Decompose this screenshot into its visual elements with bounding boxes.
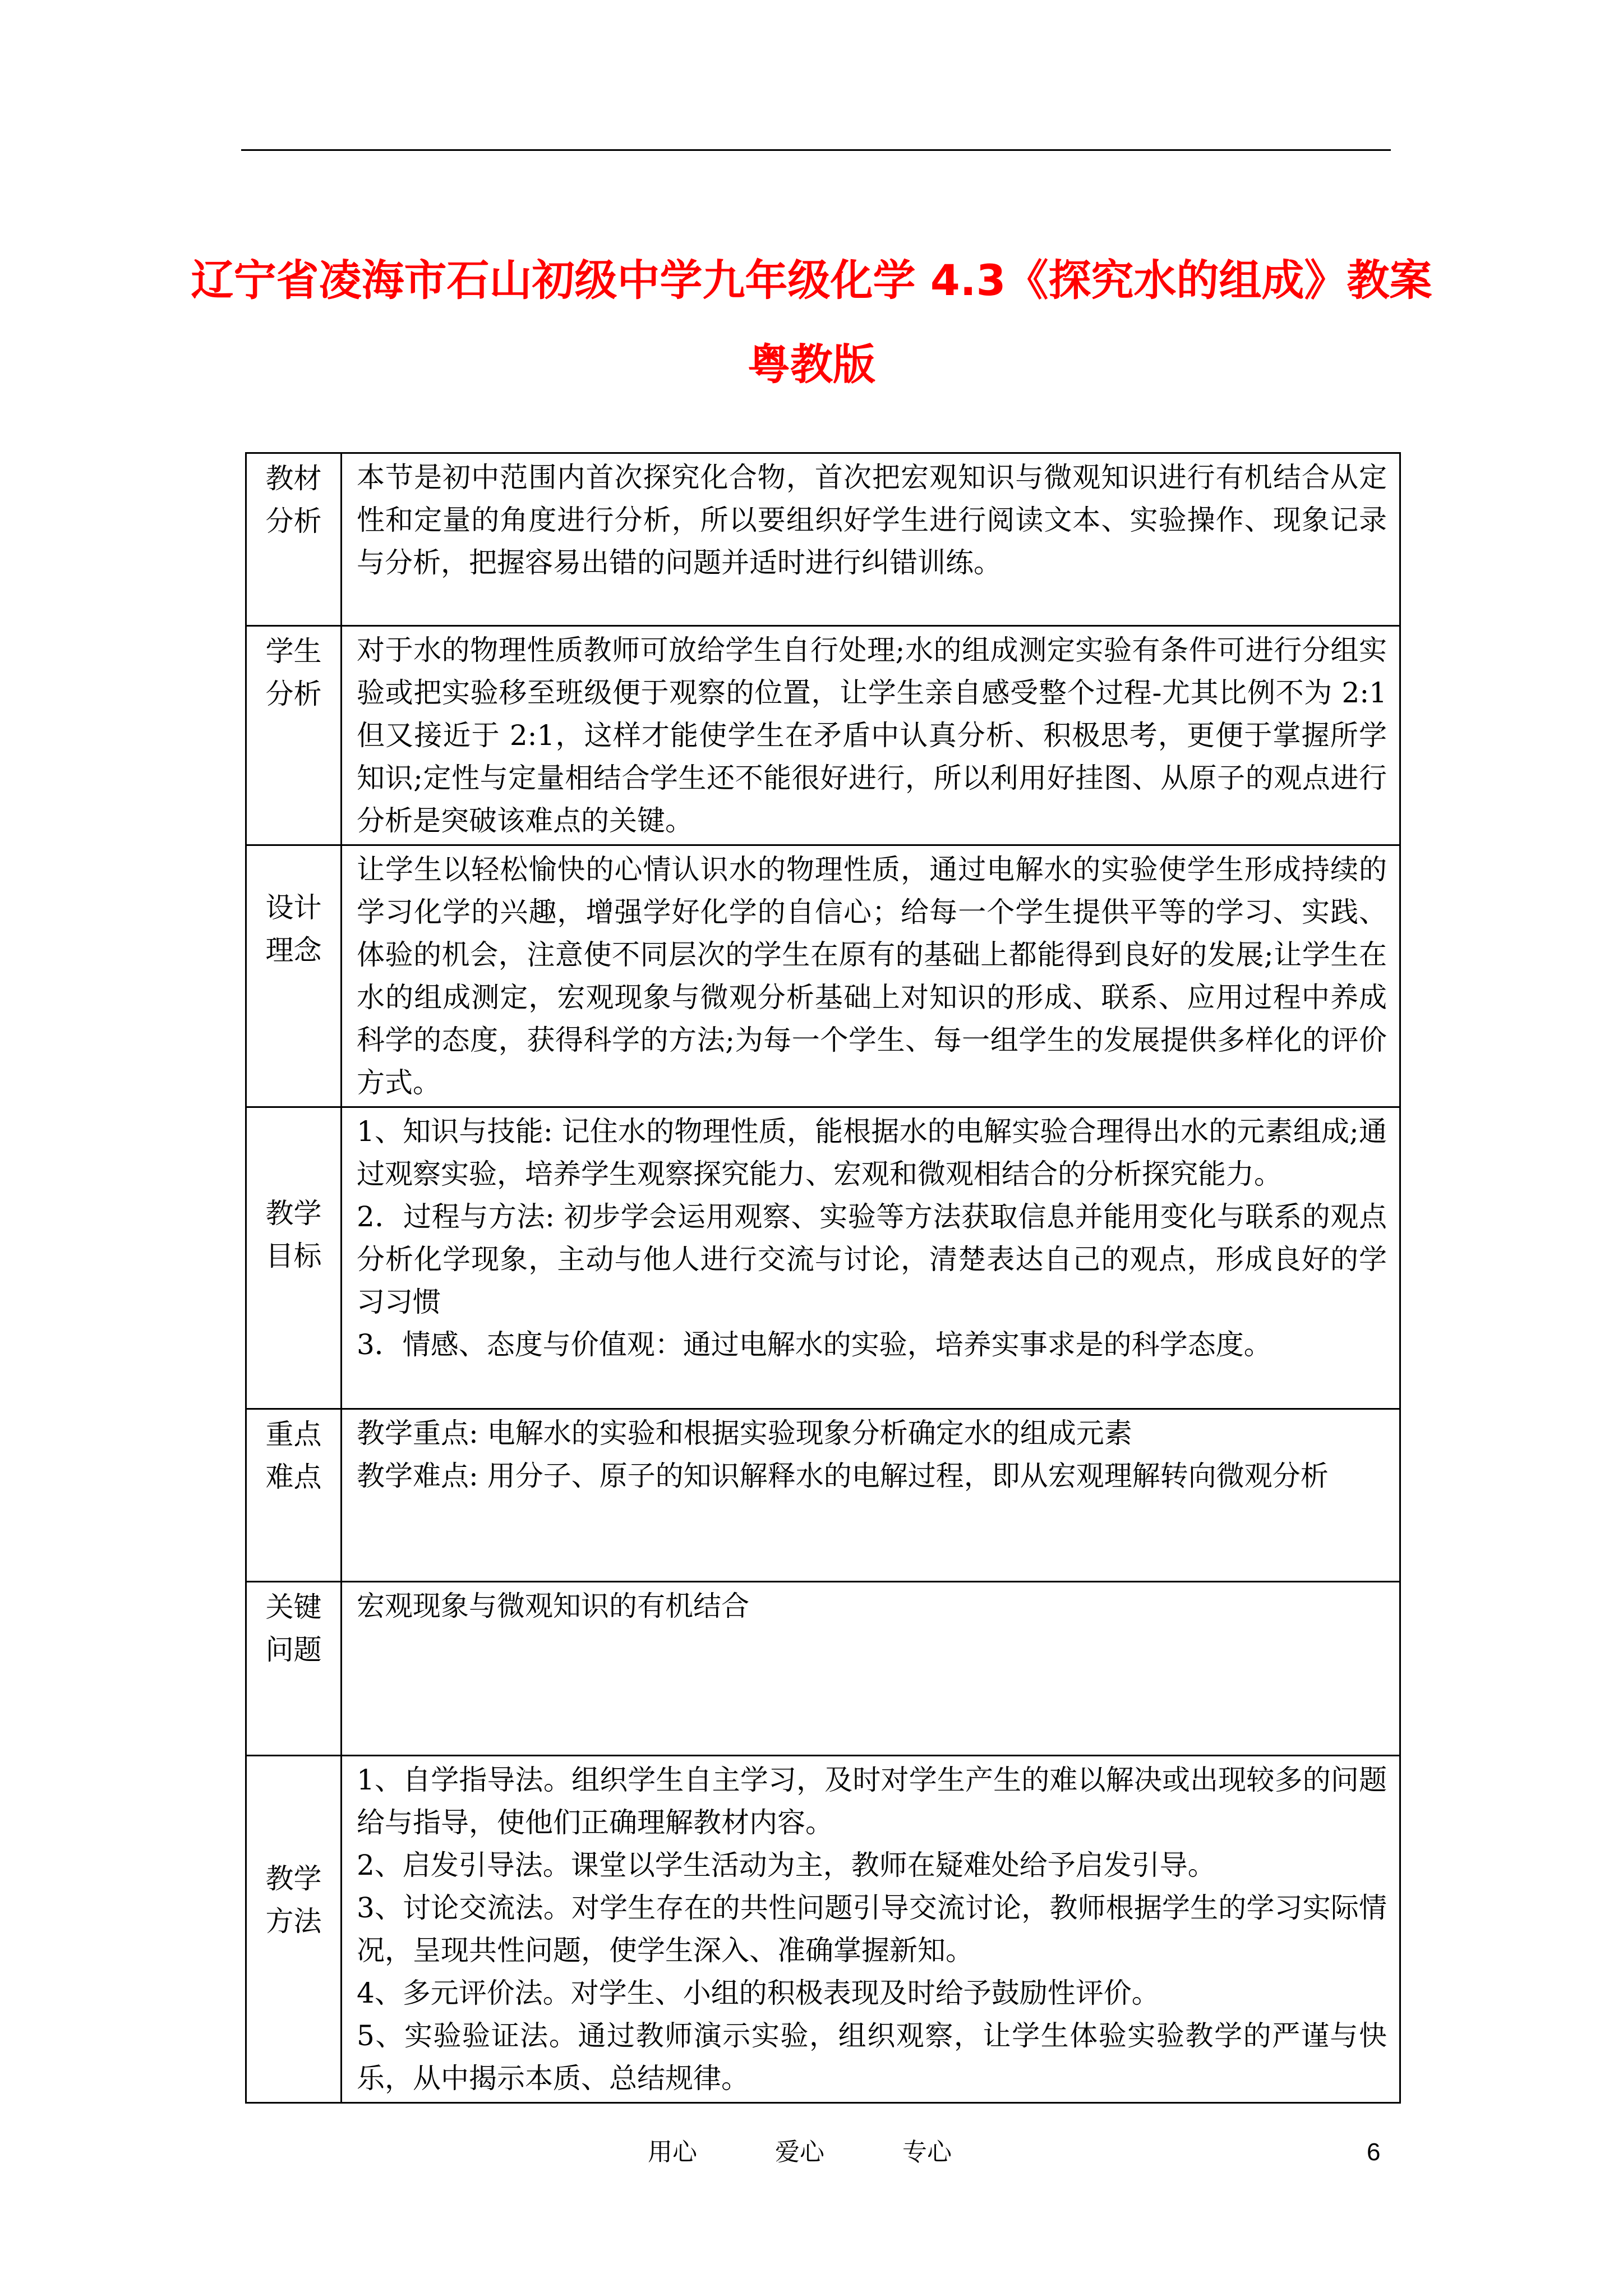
row-label-cell (246, 453, 342, 626)
row-label: 设计理念 (265, 891, 322, 967)
content-paragraph: 4、多元评价法。对学生、小组的积极表现及时给予鼓励性评价。 (357, 1977, 1160, 2009)
content-paragraph: 2．过程与方法: 初步学会运用观察、实验等方法获取信息并能用变化与联系的观点分析化学现象，主动与他人进行交流与讨论，清楚表达自己的观点，形成良好的学习习惯 (357, 1200, 1387, 1318)
row-label: 重点难点 (265, 1418, 322, 1493)
row-label: 关键问题 (265, 1591, 322, 1666)
table-row (246, 1582, 1400, 1756)
content-paragraph: 2、启发引导法。课堂以学生活动为主，教师在疑难处给予启发引导。 (357, 1849, 1216, 1881)
content-paragraph: 让学生以轻松愉快的心情认识水的物理性质，通过电解水的实验使学生形成持续的学习化学的兴趣，增强学好化学的自信心；给每一个学生提供平等的学习、实践、体验的机会，注意使不同层次的学生在原有的基础上都能得到良好的发展;让学生在水的组成测定，宏观现象与微观分析基础上对知识的形成、联系、应用过程中养成科学的态度，获得科学的方法;为每一个学生、每一组学生的发展提供多样化的评价方式。 (357, 853, 1387, 1099)
table-row (246, 1409, 1400, 1582)
content-paragraph: 5、实验验证法。通过教师演示实验，组织观察，让学生体验实验教学的严谨与快乐，从中揭示本质、总结规律。 (357, 2019, 1387, 2095)
table-row (246, 1756, 1400, 2103)
row-label: 教学目标 (265, 1197, 322, 1272)
content-paragraph: 教学难点: 用分子、原子的知识解释水的电解过程，即从宏观理解转向微观分析 (357, 1460, 1329, 1492)
row-label-cell (246, 1756, 342, 2103)
row-content-cell (342, 1582, 1400, 1756)
row-label-cell (246, 626, 342, 845)
table-row (246, 626, 1400, 845)
document-title: 辽宁省凌海市石山初级中学九年级化学 4.3《探究水的组成》教案 (191, 255, 1432, 305)
row-content-cell (342, 1107, 1400, 1409)
row-content-cell (342, 845, 1400, 1107)
content-paragraph: 1、自学指导法。组织学生自主学习，及时对学生产生的难以解决或出现较多的问题给与指导，使他们正确理解教材内容。 (357, 1764, 1387, 1839)
content-paragraph: 本节是初中范围内首次探究化合物，首次把宏观知识与微观知识进行有机结合从定性和定量的角度进行分析，所以要组织好学生进行阅读文本、实验操作、现象记录与分析，把握容易出错的问题并适时进行纠错训练。 (357, 461, 1387, 579)
row-label-cell (246, 845, 342, 1107)
header-rule (241, 149, 1391, 151)
row-label-cell (246, 1582, 342, 1756)
row-content-cell (342, 626, 1400, 845)
footer-slogan-word: 用心 (648, 2138, 697, 2166)
row-content-cell (342, 1409, 1400, 1582)
table-row (246, 845, 1400, 1107)
row-content-cell (342, 453, 1400, 626)
content-paragraph: 3、讨论交流法。对学生存在的共性问题引导交流讨论，教师根据学生的学习实际情况，呈现共性问题，使学生深入、准确掌握新知。 (357, 1892, 1387, 1967)
row-label: 学生分析 (265, 635, 322, 710)
row-label: 教材分析 (265, 462, 322, 537)
row-label-cell (246, 1409, 342, 1582)
content-paragraph: 教学重点: 电解水的实验和根据实验现象分析确定水的组成元素 (357, 1417, 1132, 1450)
content-paragraph: 对于水的物理性质教师可放给学生自行处理;水的组成测定实验有条件可进行分组实验或把实验移至班级便于观察的位置，让学生亲自感受整个过程-尤其比例不为 2:1 但又接近于 2:1，这样才能使学生在矛盾中认真分析、积极思考，更便于掌握所学知识;定性与定量相结合学生还不能很好进行，所以利用好挂图、从原子的观点进行分析是突破该难点的关键。 (357, 634, 1387, 837)
document-subtitle: 粤教版 (748, 339, 875, 389)
table-row (246, 1107, 1400, 1409)
lesson-plan-table (245, 452, 1401, 2104)
footer-slogan-word: 专心 (902, 2138, 952, 2166)
page-number: 6 (1367, 2138, 1381, 2166)
table-row (246, 453, 1400, 626)
content-paragraph: 3．情感、态度与价值观：通过电解水的实验，培养实事求是的科学态度。 (357, 1328, 1272, 1361)
row-content-cell (342, 1756, 1400, 2103)
content-paragraph: 宏观现象与微观知识的有机结合 (357, 1590, 749, 1622)
content-paragraph: 1、知识与技能: 记住水的物理性质，能根据水的电解实验合理得出水的元素组成;通过观察实验，培养学生观察探究能力、宏观和微观相结合的分析探究能力。 (357, 1115, 1387, 1190)
row-label-cell (246, 1107, 342, 1409)
row-label: 教学方法 (265, 1862, 322, 1938)
footer-slogan (648, 2140, 952, 2165)
footer-slogan-word: 爱心 (775, 2138, 824, 2166)
